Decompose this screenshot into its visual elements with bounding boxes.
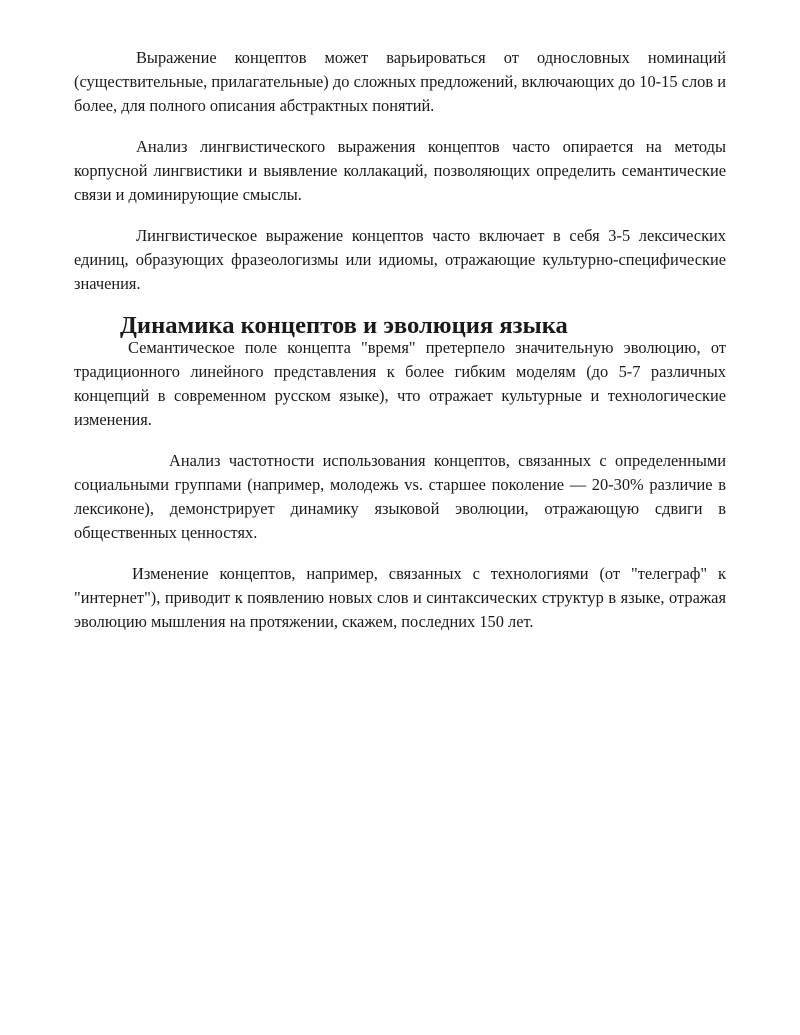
section-heading: Динамика концептов и эволюция языка — [120, 312, 568, 339]
paragraph-time-concept: Семантическое поле концепта "время" претерпело значительную эволюцию, от традиционного линейного представления к более гибким моделям (до 5-7 различных концепций в современном русском языке), что отражает культурные и технологические изменения. — [74, 338, 726, 429]
paragraph-concept-change: Изменение концептов, например, связанных с технологиями (от "телеграф" к "интернет"), приводит к появлению новых слов и синтаксических структур в языке, отражая эволюцию мышления на протяжении, скажем, последних 150 лет. — [74, 564, 726, 631]
paragraph-corpus-analysis: Анализ лингвистического выражения концептов часто опирается на методы корпусной лингвистики и выявление коллакаций, позволяющих определить семантические связи и доминирующие смыслы. — [74, 137, 726, 204]
document-page — [74, 46, 726, 634]
paragraph-frequency-analysis: Анализ частотности использования концептов, связанных с определенными социальными группами (например, молодежь vs. старшее поколение — 20-30% различие в лексиконе), демонстрирует динамику языковой эволюции, отражающую сдвиги в общественных ценностях. — [74, 451, 726, 542]
paragraph-concept-expression: Выражение концептов может варьироваться от однословных номинаций (существительные, прилагательные) до сложных предложений, включающих до 10-15 слов и более, для полного описания абстрактных понятий. — [74, 48, 726, 115]
paragraph-lexical-units: Лингвистическое выражение концептов часто включает в себя 3-5 лексических единиц, образующих фразеологизмы или идиомы, отражающие культурно-специфические значения. — [74, 226, 726, 293]
